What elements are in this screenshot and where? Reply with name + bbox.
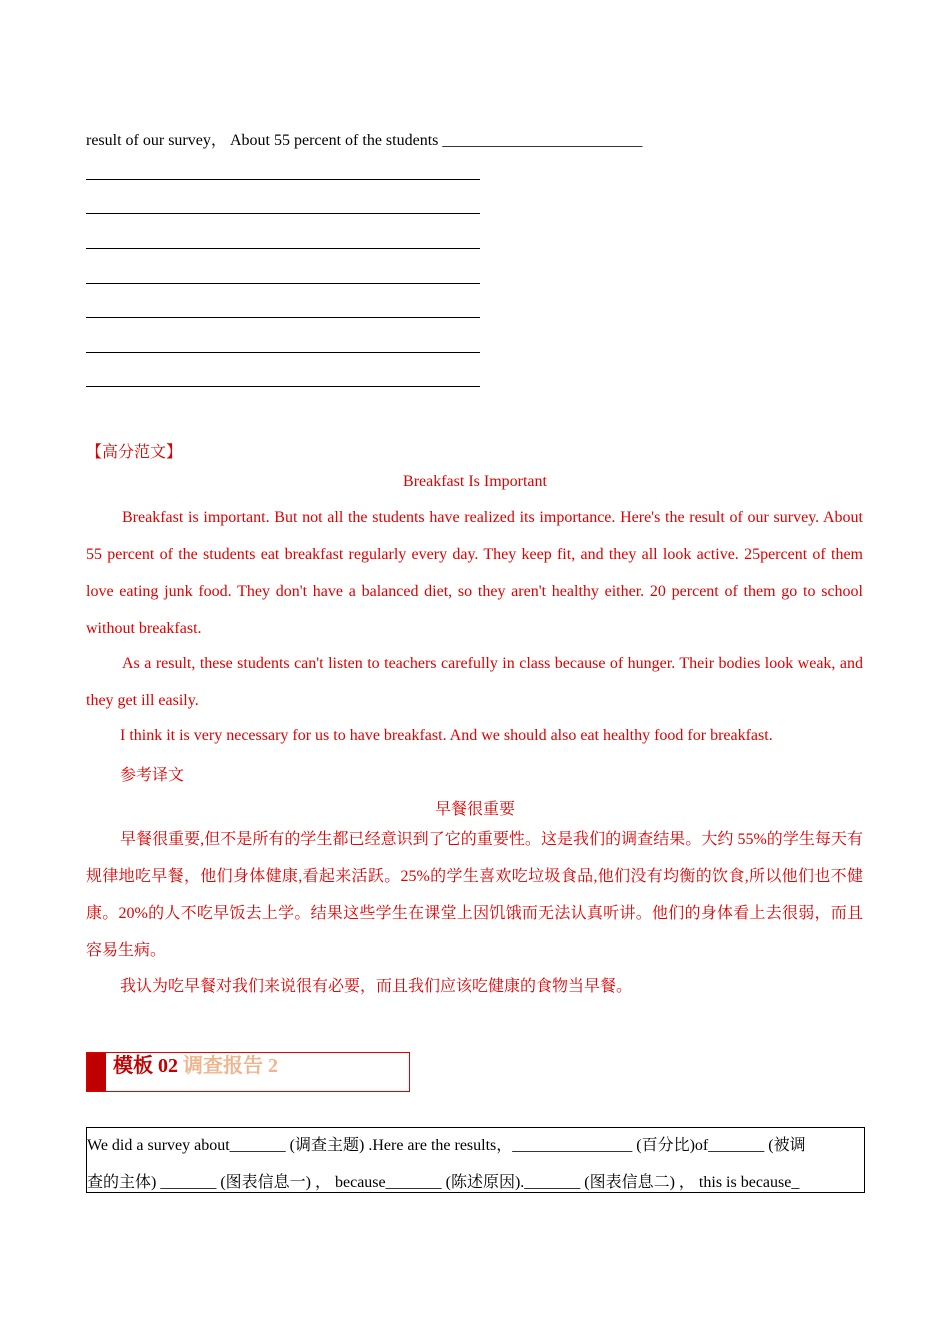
writing-line <box>86 352 480 353</box>
sample-essay-label: 【高分范文】 <box>86 444 183 461</box>
writing-line <box>86 248 480 249</box>
template-subtitle: 调查报告 2 <box>183 1055 278 1077</box>
essay-paragraph: I think it is very necessary for us to have breakfast. And we should also eat healthy food for breakfast. <box>120 727 773 744</box>
fill-in-line: We did a survey about_______ (调查主题) .Here are the results，_______________ (百分比)of_______ (被调 <box>87 1137 806 1154</box>
translation-paragraph: 早餐很重要,但不是所有的学生都已经意识到了它的重要性。这是我们的调查结果。大约 55%的学生每天有规律地吃早餐，他们身体健康,看起来活跃。25%的学生喜欢吃垃圾食品,他们没有均衡的饮食,所以他们也不健康。20%的人不吃早饭去上学。结果这些学生在课堂上因饥饿而无法认真听讲。他们的身体看上去很弱，而且容易生病。 <box>86 831 863 959</box>
fill-in-template-box <box>86 1127 865 1193</box>
template-heading <box>86 1052 410 1092</box>
essay-paragraph: Breakfast is important. But not all the students have realized its importance. Here's the result of our survey. About 55 percent of the students eat breakfast regularly every day. They keep fit, and they all look active. 25percent of them love eating junk food. They don't have a balanced diet, so they aren't healthy either. 20 percent of them go to school without breakfast. <box>86 509 863 637</box>
translation-paragraph: 我认为吃早餐对我们来说很有必要，而且我们应该吃健康的食物当早餐。 <box>120 978 633 995</box>
survey-result-sentence: result of our survey， About 55 percent of the students _________________________ <box>86 132 643 149</box>
fill-in-line: 查的主体) _______ (图表信息一) ， because_______ (陈述原因)._______ (图表信息二) ， this is because_ <box>87 1174 800 1191</box>
essay-paragraph: As a result, these students can't listen to teachers carefully in class because of hunger. Their bodies look weak, and they get ill easily. <box>86 655 863 709</box>
writing-line <box>86 386 480 387</box>
template-title <box>113 1053 278 1079</box>
writing-line <box>86 213 480 214</box>
template-marker-bar <box>87 1053 106 1091</box>
writing-line <box>86 283 480 284</box>
essay-title: Breakfast Is Important <box>403 473 547 490</box>
writing-line <box>86 317 480 318</box>
template-number: 模板 02 <box>113 1055 178 1077</box>
translation-title: 早餐很重要 <box>434 801 515 818</box>
translation-label: 参考译文 <box>120 767 185 784</box>
writing-line <box>86 179 480 180</box>
